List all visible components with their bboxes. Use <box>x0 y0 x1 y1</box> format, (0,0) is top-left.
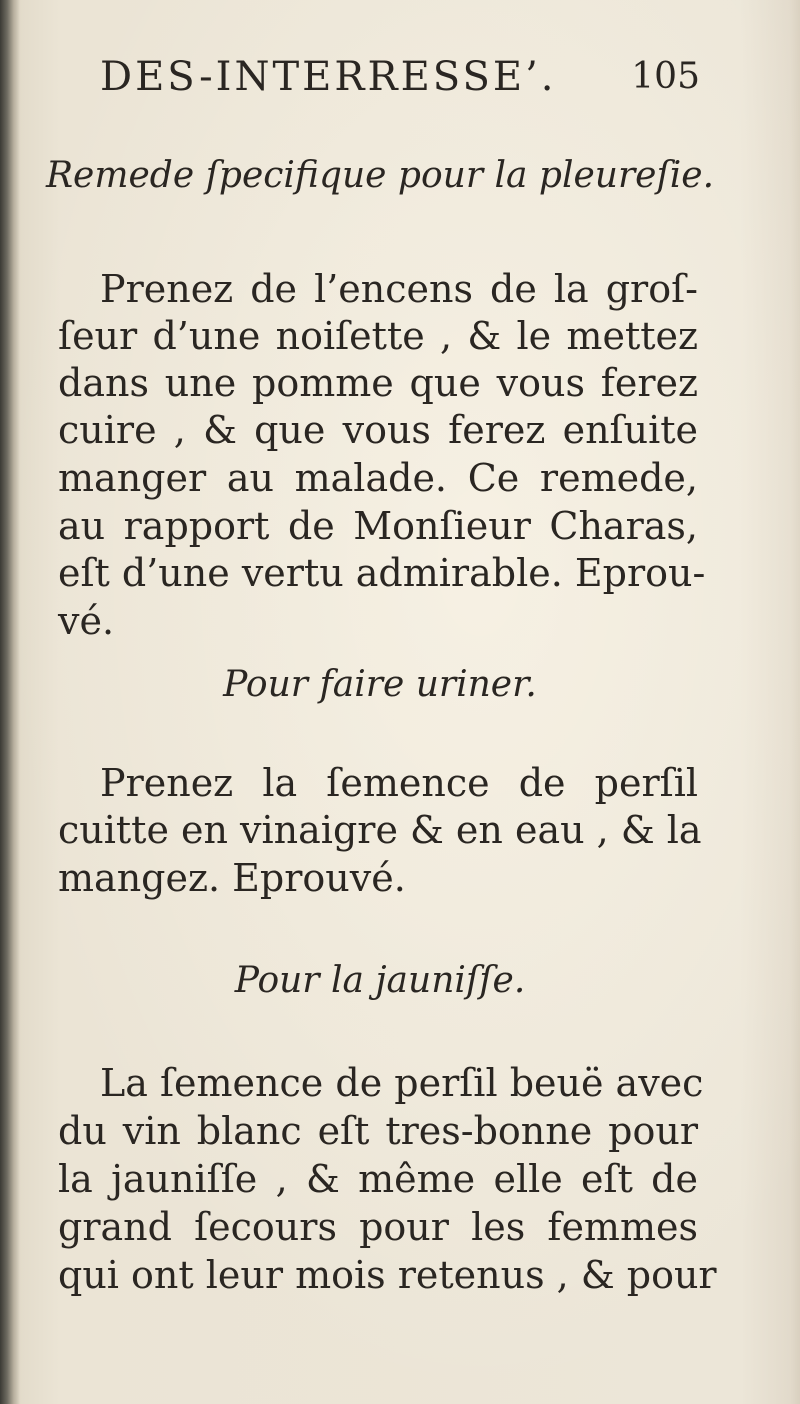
text-line: la jauniſſe , & même elle eſt de <box>58 1157 698 1201</box>
text-line: au rapport de Monſieur Charas, <box>58 504 698 548</box>
running-head-title: DES-INTERRESSE’. <box>100 54 557 100</box>
text-line: mangez. Eprouvé. <box>58 856 406 900</box>
text-line: vé. <box>58 599 115 643</box>
text-line: cuire , & que vous ferez enſuite <box>58 408 698 452</box>
text-line: Prenez de l’encens de la groſ- <box>100 267 698 311</box>
text-line: cuitte en vinaigre & en eau , & la <box>58 808 702 852</box>
running-head <box>100 52 700 102</box>
text-line: ſeur d’une noiſette , & le mettez <box>58 314 698 358</box>
section-heading-uriner: Pour faire uriner. <box>223 664 537 705</box>
text-line: eſt d’une vertu admirable. Eprou- <box>58 551 706 595</box>
text-line: du vin blanc eſt tres-bonne pour <box>58 1109 698 1153</box>
text-line: Prenez la ſemence de perſil <box>100 761 698 805</box>
text-line: grand ſecours pour les femmes <box>58 1205 698 1249</box>
section-heading-pleuresie: Remede ſpecifique pour la pleureſie. <box>45 155 715 196</box>
text-line: La ſemence de perſil beuë avec <box>100 1061 704 1105</box>
text-line: qui ont leur mois retenus , & pour <box>58 1253 717 1297</box>
text-line: dans une pomme que vous ferez <box>58 361 698 405</box>
page-number: 105 <box>631 56 700 97</box>
text-line: manger au malade. Ce remede, <box>58 456 698 500</box>
section-heading-jaunisse: Pour la jauniſſe. <box>234 960 526 1001</box>
